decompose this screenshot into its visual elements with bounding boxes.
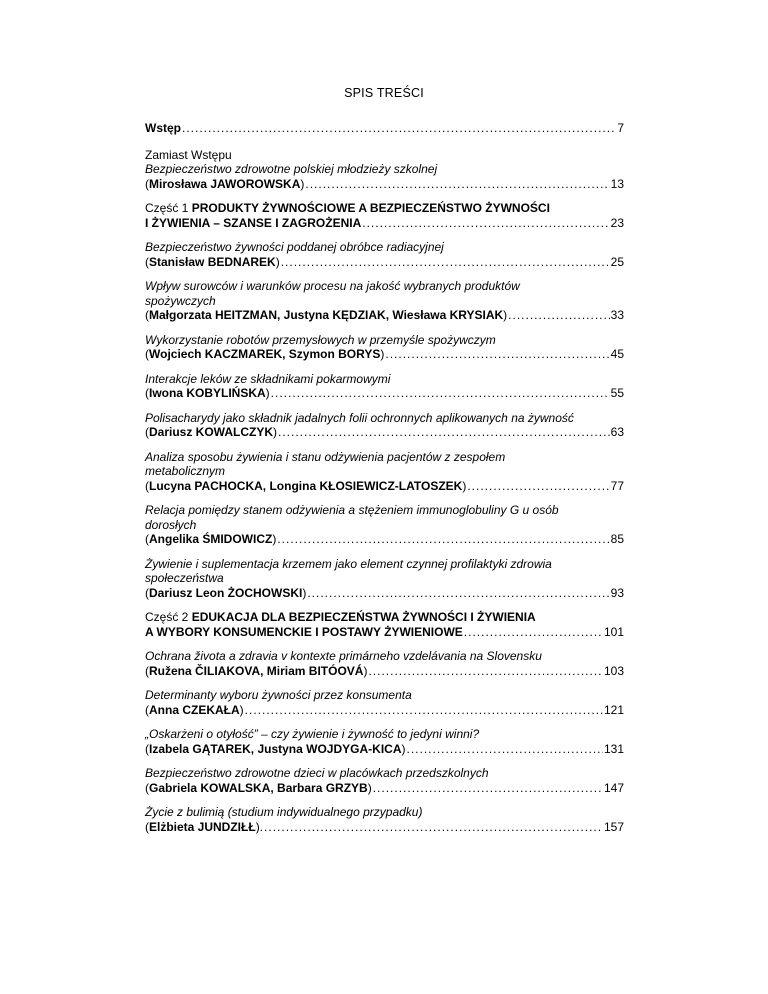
paren-open: ( — [145, 347, 149, 361]
article-title: Życie z bulimią (studium indywidualnego przypadku) — [145, 805, 423, 819]
toc-entry[interactable] — [145, 557, 624, 601]
paren-open: ( — [145, 702, 149, 717]
part-title-cont: A WYBORY KONSUMENCKIE I POSTAWY ŻYWIENIOWE — [145, 624, 463, 639]
dot-leader — [307, 586, 609, 601]
page-number: 25 — [610, 254, 624, 269]
toc-leader-row — [145, 386, 624, 401]
paren-open: ( — [145, 741, 149, 756]
article-authors: Izabela GĄTAREK, Justyna WOJDYGA-KICA — [149, 741, 402, 756]
preface-label: Zamiast Wstępu — [145, 147, 232, 162]
page-number: 7 — [617, 121, 624, 135]
part-heading — [145, 201, 624, 216]
dot-leader — [362, 216, 609, 231]
part-heading — [145, 610, 624, 625]
article-authors: Gabriela KOWALSKA, Barbara GRZYB — [149, 780, 368, 795]
article-title: Żywienie i suplementacja krzemem jako element czynnej profilaktyki zdrowia — [145, 556, 552, 571]
part-label: Część 1 — [145, 201, 192, 215]
article-title: Interakcje leków ze składnikami pokarmowymi — [145, 371, 391, 386]
article-title: Ochrana života a zdravia v kontexte primárneho vzdelávania na Slovensku — [145, 649, 542, 663]
article-authors: Elżbieta JUNDZIŁŁ — [149, 819, 256, 834]
paren-close: ) — [239, 702, 244, 717]
toc-leader-row — [145, 820, 624, 835]
toc-entry[interactable] — [145, 201, 624, 230]
article-authors: Lucyna PACHOCKA, Longina KŁOSIEWICZ-LATOSZEK — [149, 478, 463, 493]
article-title: Wykorzystanie robotów przemysłowych w przemyśle spożywczym — [145, 332, 496, 347]
toc-leader-row — [145, 781, 624, 796]
paren-open: ( — [145, 425, 149, 439]
paren-open: ( — [145, 780, 149, 795]
paren-open: ( — [145, 663, 149, 678]
page-number: 93 — [610, 585, 624, 600]
article-authors: Anna CZEKAŁA — [149, 702, 240, 717]
dot-leader — [464, 625, 603, 640]
page-number: 103 — [603, 663, 624, 678]
paren-open: ( — [145, 819, 149, 834]
part-title: EDUKACJA DLA BEZPIECZEŃSTWA ŻYWNOŚCI I ŻYWIENIA — [191, 610, 536, 624]
toc-entry[interactable] — [145, 805, 624, 834]
dot-leader — [281, 255, 610, 270]
paren-close: ) — [363, 663, 368, 678]
toc-entry[interactable] — [145, 503, 624, 547]
toc-leader-row — [145, 177, 624, 192]
page-number: 45 — [610, 347, 624, 361]
toc-entry[interactable] — [145, 148, 624, 192]
toc-entry[interactable] — [145, 610, 624, 639]
paren-open: ( — [145, 176, 149, 191]
page-number: 33 — [610, 308, 624, 322]
toc-entry[interactable] — [145, 450, 624, 494]
dot-leader — [467, 479, 609, 494]
page-number: 147 — [603, 780, 624, 795]
page-number: 63 — [610, 425, 624, 439]
toc-entry[interactable] — [145, 766, 624, 795]
article-authors: Dariusz Leon ŻOCHOWSKI — [149, 585, 303, 600]
page-number: 13 — [610, 176, 624, 191]
toc-leader-row — [145, 532, 624, 547]
paren-close: ) — [462, 478, 467, 493]
toc-leader-row — [145, 586, 624, 601]
article-authors: Wojciech KACZMAREK, Szymon BORYS — [149, 347, 381, 361]
dot-leader — [278, 425, 610, 440]
toc-leader-row — [145, 255, 624, 270]
article-title: „Oskarżeni o otyłość” – czy żywienie i żywność to jedyni winni? — [145, 727, 480, 741]
article-authors: Ružena ČILIAKOVA, Miriam BITÓOVÁ — [149, 663, 364, 678]
article-title: Wpływ surowców i warunków procesu na jakość wybranych produktów — [145, 279, 520, 293]
dot-leader — [368, 664, 603, 679]
toc-leader-row — [145, 703, 624, 718]
article-authors: Małgorzata HEITZMAN, Justyna KĘDZIAK, Wiesława KRYSIAK — [149, 308, 504, 322]
dot-leader — [245, 703, 603, 718]
paren-close: ) — [273, 425, 278, 439]
paren-open: ( — [145, 254, 149, 269]
paren-open: ( — [145, 585, 149, 600]
toc-leader-row — [145, 625, 624, 640]
toc-entry[interactable] — [145, 333, 624, 362]
article-authors: Stanisław BEDNAREK — [149, 254, 276, 269]
toc-entry[interactable] — [145, 649, 624, 678]
paren-close: ) — [272, 532, 277, 546]
page-number: 77 — [610, 478, 624, 493]
paren-close: ) — [302, 585, 307, 600]
part-title-cont: I ŻYWIENIA – SZANSE I ZAGROŻENIA — [145, 215, 362, 230]
entry-title: Wstęp — [145, 121, 181, 135]
dot-leader — [508, 308, 609, 323]
article-title-cont: metabolicznym — [145, 464, 226, 478]
article-title: Determinanty wyboru żywności przez konsumenta — [145, 688, 412, 702]
article-title: Bezpieczeństwo żywności poddanej obróbce radiacyjnej — [145, 240, 444, 254]
article-title-cont: spożywczych — [145, 293, 216, 308]
paren-open: ( — [145, 478, 149, 493]
dot-leader — [406, 742, 602, 757]
paren-open: ( — [145, 532, 149, 546]
dot-leader — [305, 177, 609, 192]
toc-leader-row — [145, 121, 624, 136]
paren-close: ) — [300, 176, 305, 191]
article-title: Polisacharydy jako składnik jadalnych folii ochronnych aplikowanych na żywność — [145, 410, 574, 425]
paren-open: ( — [145, 386, 149, 400]
toc-leader-row — [145, 347, 624, 362]
toc-leader-row — [145, 308, 624, 323]
page-number: 55 — [610, 386, 624, 400]
toc-entry[interactable] — [145, 411, 624, 440]
paren-close: ) — [380, 347, 385, 361]
paren-close: ). — [255, 819, 264, 834]
dot-leader — [277, 532, 609, 547]
dot-leader — [373, 781, 603, 796]
part-label: Część 2 — [145, 610, 192, 624]
page-number: 85 — [610, 532, 624, 546]
part-title: PRODUKTY ŻYWNOŚCIOWE A BEZPIECZEŃSTWO ŻYWNOŚCI — [191, 201, 550, 215]
toc-entry[interactable] — [145, 372, 624, 401]
dot-leader — [271, 386, 610, 401]
toc-entry[interactable] — [145, 727, 624, 756]
table-of-contents — [145, 121, 624, 844]
paren-close: ) — [367, 780, 372, 795]
page-number: 131 — [603, 741, 624, 756]
article-title: Bezpieczeństwo zdrowotne dzieci w placówkach przedszkolnych — [145, 766, 489, 780]
paren-close: ) — [275, 254, 280, 269]
toc-leader-row — [145, 664, 624, 679]
toc-leader-row — [145, 216, 624, 231]
dot-leader — [385, 347, 609, 362]
paren-close: ) — [401, 741, 406, 756]
article-authors: Iwona KOBYLIŃSKA — [149, 386, 266, 400]
article-title-cont: społeczeństwa — [145, 571, 224, 585]
paren-close: ) — [503, 308, 508, 322]
toc-leader-row — [145, 742, 624, 757]
article-title-cont: dorosłych — [145, 517, 197, 532]
page-number: 121 — [603, 702, 624, 717]
dot-leader — [182, 121, 616, 136]
toc-entry[interactable] — [145, 240, 624, 269]
article-authors: Mirosława JAWOROWSKA — [149, 176, 301, 191]
toc-entry[interactable] — [145, 688, 624, 717]
toc-leader-row — [145, 479, 624, 494]
toc-entry[interactable] — [145, 279, 624, 323]
page-number: 101 — [603, 624, 624, 639]
page-title: SPIS TREŚCI — [344, 86, 424, 100]
toc-entry[interactable] — [145, 121, 624, 136]
article-title: Bezpieczeństwo zdrowotne polskiej młodzieży szkolnej — [145, 162, 438, 176]
article-title: Relacja pomiędzy stanem odżywienia a stężeniem immunoglobuliny G u osób — [145, 503, 559, 517]
article-authors: Dariusz KOWALCZYK — [149, 425, 274, 439]
paren-open: ( — [145, 308, 149, 322]
dot-leader — [264, 820, 603, 835]
article-title: Analiza sposobu żywienia i stanu odżywienia pacjentów z zespołem — [145, 449, 506, 464]
paren-close: ) — [265, 386, 270, 400]
toc-leader-row — [145, 425, 624, 440]
article-authors: Angelika ŚMIDOWICZ — [149, 532, 273, 546]
page-number: 157 — [603, 819, 624, 834]
page-number: 23 — [610, 215, 624, 230]
